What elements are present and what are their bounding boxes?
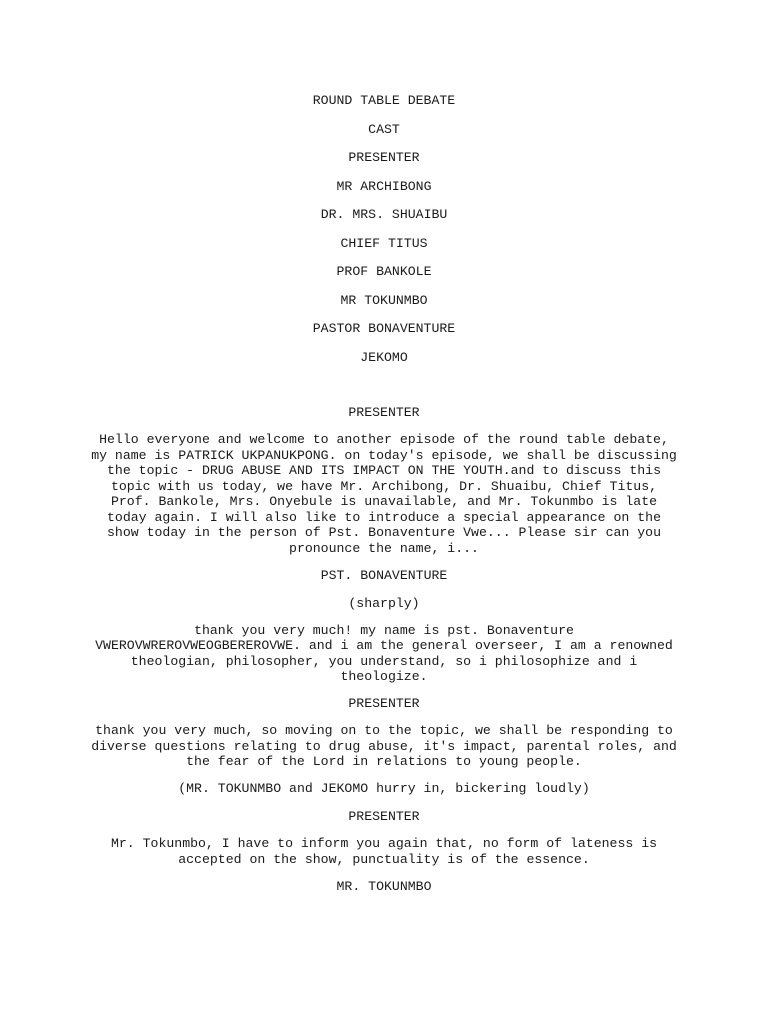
speaker-name: PST. BONAVENTURE xyxy=(320,567,448,583)
speaker-name: PRESENTER xyxy=(348,809,420,824)
cast-section xyxy=(0,92,768,377)
dialogue: thank you very much, so moving on to the topic, we shall be responding to diverse questions relating to drug abuse, it's impact, parental roles, and the fear of the Lord in relations to young people. xyxy=(91,723,677,769)
speaker-name: PRESENTER xyxy=(348,405,420,420)
dialogue: Hello everyone and welcome to another episode of the round table debate, my name is PATRICK UKPANUKPONG. on today's episode, we shall be discussing the topic - DRUG ABUSE AND ITS IMPACT ON THE YOUTH.and to discuss this topic with us today, we have Mr. Archibong, Dr. Shuaibu, Chief Titus, Prof. Bankole, Mrs. Onyebule is unavailable, and Mr. Tokunmbo is late today again. I will also like to introduce a special appearance on the show today in the person of Pst. Bonaventure Vwe... Please sir can you pronounce the name, i... xyxy=(91,432,677,556)
speaker-name: MR. TOKUNMBO xyxy=(336,878,432,894)
cast-heading: CAST xyxy=(368,121,400,137)
speaker-name: PRESENTER xyxy=(348,696,420,711)
stage-direction: (MR. TOKUNMBO and JEKOMO hurry in, bickering loudly) xyxy=(178,781,590,796)
parenthetical: (sharply) xyxy=(348,595,420,611)
dialogue: thank you very much! my name is pst. Bonaventure VWEROVWREROVWEOGBEREROVWE. and i am the general overseer, I am a renowned theologian, philosopher, you understand, so i philosophize and i theologize. xyxy=(95,622,673,684)
cast-member: PRESENTER xyxy=(348,150,420,165)
cast-member: JEKOMO xyxy=(360,349,408,365)
cast-member: MR TOKUNMBO xyxy=(340,292,428,308)
dialogue: Mr. Tokunmbo, I have to inform you again that, no form of lateness is accepted on the show, punctuality is of the essence. xyxy=(110,836,658,867)
cast-member: DR. MRS. SHUAIBU xyxy=(320,207,448,222)
cast-member: PASTOR BONAVENTURE xyxy=(312,321,456,336)
cast-member: MR ARCHIBONG xyxy=(336,178,432,194)
cast-member: PROF BANKOLE xyxy=(336,264,432,279)
cast-member: CHIEF TITUS xyxy=(340,235,428,251)
script-title: ROUND TABLE DEBATE xyxy=(312,93,456,108)
script-body xyxy=(90,404,678,906)
